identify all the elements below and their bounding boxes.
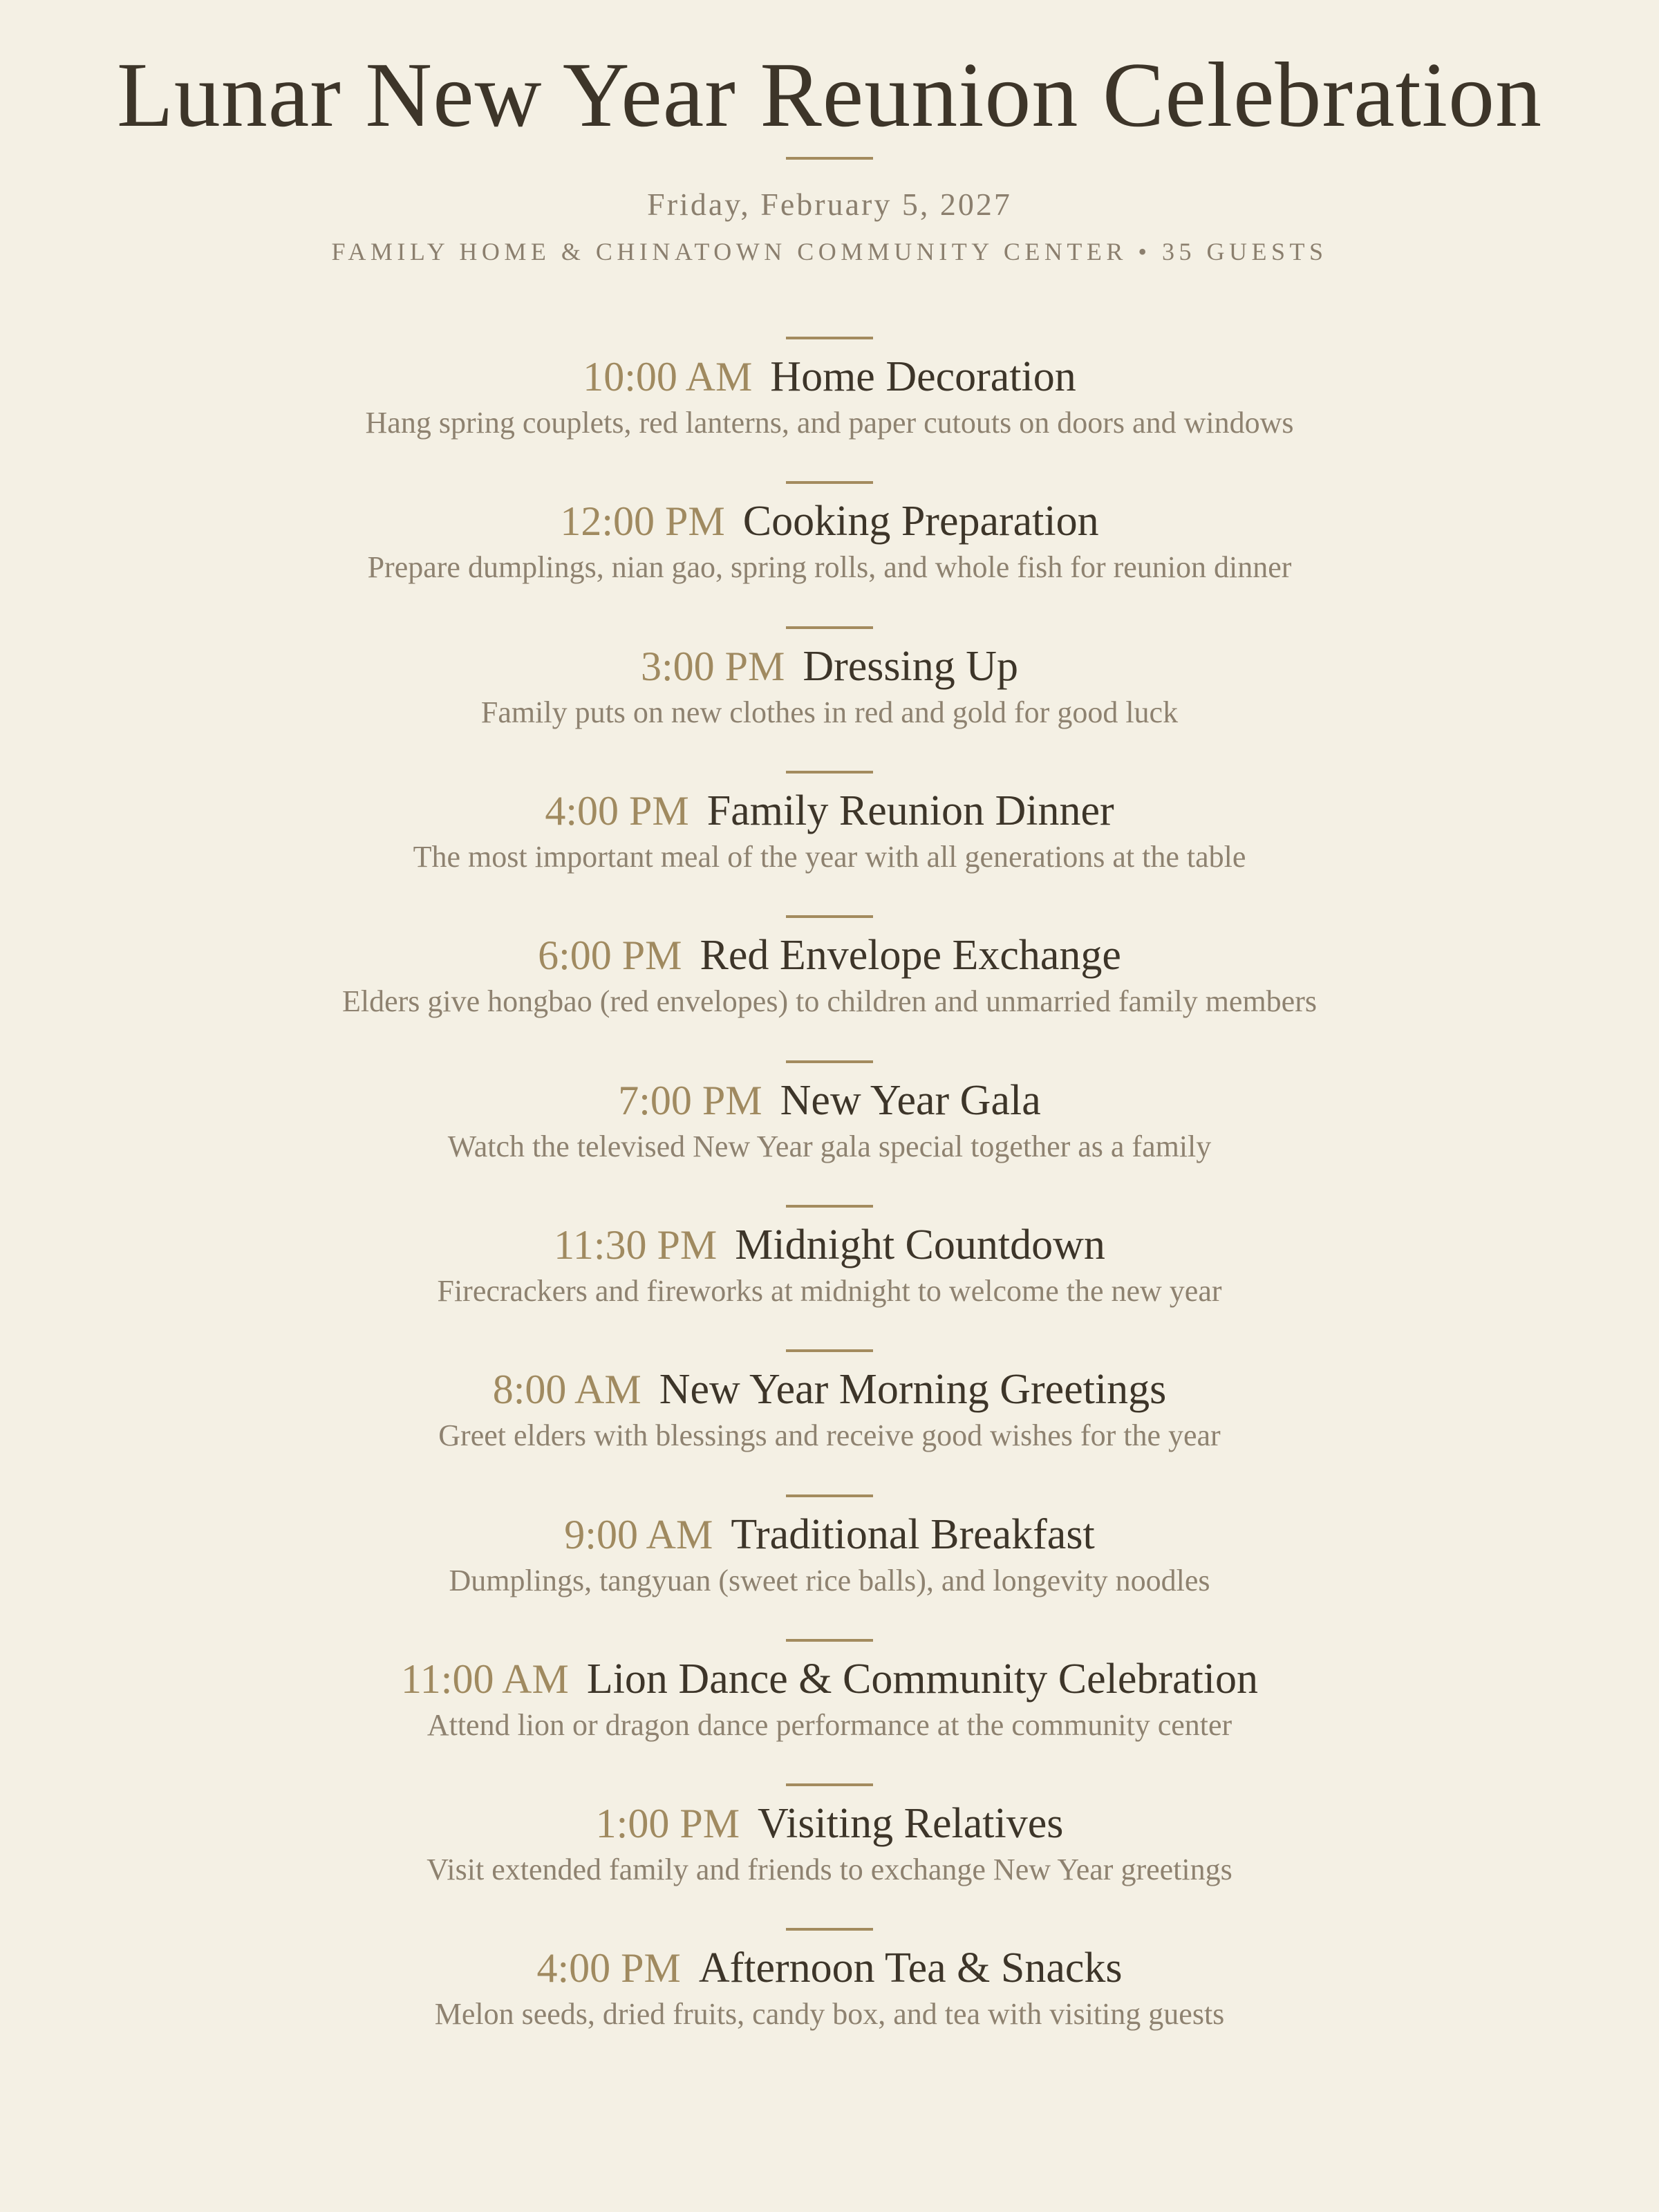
item-heading — [0, 641, 1659, 702]
item-divider — [786, 1205, 873, 1208]
item-divider — [786, 481, 873, 484]
schedule-item — [0, 1928, 1659, 2066]
item-time: 8:00 AM — [492, 1367, 641, 1412]
item-heading — [0, 1076, 1659, 1136]
schedule-item — [0, 771, 1659, 909]
item-heading — [0, 930, 1659, 991]
item-time: 12:00 PM — [560, 498, 725, 544]
item-heading — [0, 786, 1659, 846]
item-time: 9:00 AM — [564, 1512, 713, 1557]
item-heading — [0, 1365, 1659, 1425]
schedule-item — [0, 915, 1659, 1053]
item-activity: Cooking Preparation — [742, 498, 1099, 545]
item-heading — [0, 496, 1659, 556]
item-divider — [786, 1060, 873, 1063]
item-activity: Dressing Up — [803, 643, 1019, 690]
schedule-item — [0, 1060, 1659, 1199]
item-divider — [786, 1494, 873, 1497]
item-activity: New Year Morning Greetings — [659, 1366, 1167, 1413]
item-description: Hang spring couplets, red lanterns, and paper cutouts on doors and windows — [365, 406, 1294, 440]
item-description: The most important meal of the year with all generations at the table — [413, 840, 1246, 874]
item-time: 3:00 PM — [640, 644, 785, 689]
item-activity: New Year Gala — [780, 1077, 1041, 1124]
item-activity: Midnight Countdown — [735, 1221, 1105, 1268]
item-divider — [786, 1639, 873, 1642]
item-time: 7:00 PM — [618, 1078, 762, 1123]
item-time: 11:30 PM — [554, 1222, 718, 1268]
item-time: 4:00 PM — [545, 788, 689, 834]
item-heading — [0, 352, 1659, 412]
item-divider — [786, 915, 873, 918]
item-time: 1:00 PM — [595, 1801, 740, 1846]
item-activity: Red Envelope Exchange — [700, 932, 1121, 979]
event-location-guests: FAMILY HOME & CHINATOWN COMMUNITY CENTER • 35 GUESTS — [331, 238, 1328, 265]
item-heading — [0, 1220, 1659, 1280]
schedule-item — [0, 1639, 1659, 1777]
item-description: Visit extended family and friends to exchange New Year greetings — [427, 1853, 1232, 1886]
item-heading — [0, 1943, 1659, 2003]
item-activity: Visiting Relatives — [758, 1800, 1064, 1847]
item-heading — [0, 1654, 1659, 1714]
item-description: Watch the televised New Year gala special together as a family — [447, 1130, 1212, 1163]
item-description: Dumplings, tangyuan (sweet rice balls), and longevity noodles — [449, 1564, 1210, 1597]
item-divider — [786, 1928, 873, 1931]
event-date: Friday, February 5, 2027 — [647, 187, 1012, 222]
item-time: 11:00 AM — [401, 1656, 569, 1702]
schedule-item — [0, 626, 1659, 765]
item-time: 10:00 AM — [583, 354, 753, 400]
item-activity: Home Decoration — [770, 353, 1076, 400]
schedule-item — [0, 337, 1659, 475]
header-divider — [786, 157, 873, 160]
item-description: Attend lion or dragon dance performance at the community center — [427, 1708, 1232, 1742]
item-divider — [786, 337, 873, 339]
schedule-item — [0, 481, 1659, 619]
item-divider — [786, 1349, 873, 1352]
item-time: 6:00 PM — [538, 932, 682, 978]
item-description: Firecrackers and fireworks at midnight to welcome the new year — [437, 1274, 1222, 1308]
schedule-item — [0, 1494, 1659, 1633]
item-divider — [786, 1783, 873, 1786]
item-activity: Traditional Breakfast — [731, 1511, 1095, 1558]
page-title: Lunar New Year Reunion Celebration — [116, 44, 1543, 146]
item-description: Elders give hongbao (red envelopes) to children and unmarried family members — [342, 984, 1317, 1018]
item-heading — [0, 1510, 1659, 1570]
item-description: Melon seeds, dried fruits, candy box, and tea with visiting guests — [434, 1997, 1225, 2031]
item-activity: Afternoon Tea & Snacks — [698, 1944, 1123, 1991]
item-description: Greet elders with blessings and receive good wishes for the year — [438, 1418, 1221, 1452]
item-divider — [786, 771, 873, 774]
item-activity: Lion Dance & Community Celebration — [586, 1656, 1258, 1703]
schedule-item — [0, 1783, 1659, 1922]
item-divider — [786, 626, 873, 629]
item-activity: Family Reunion Dinner — [706, 787, 1114, 834]
item-time: 4:00 PM — [536, 1945, 681, 1991]
item-description: Prepare dumplings, nian gao, spring rolls, and whole fish for reunion dinner — [367, 550, 1292, 584]
item-heading — [0, 1799, 1659, 1859]
schedule-item — [0, 1349, 1659, 1488]
item-description: Family puts on new clothes in red and gold for good luck — [480, 695, 1179, 729]
schedule-item — [0, 1205, 1659, 1343]
